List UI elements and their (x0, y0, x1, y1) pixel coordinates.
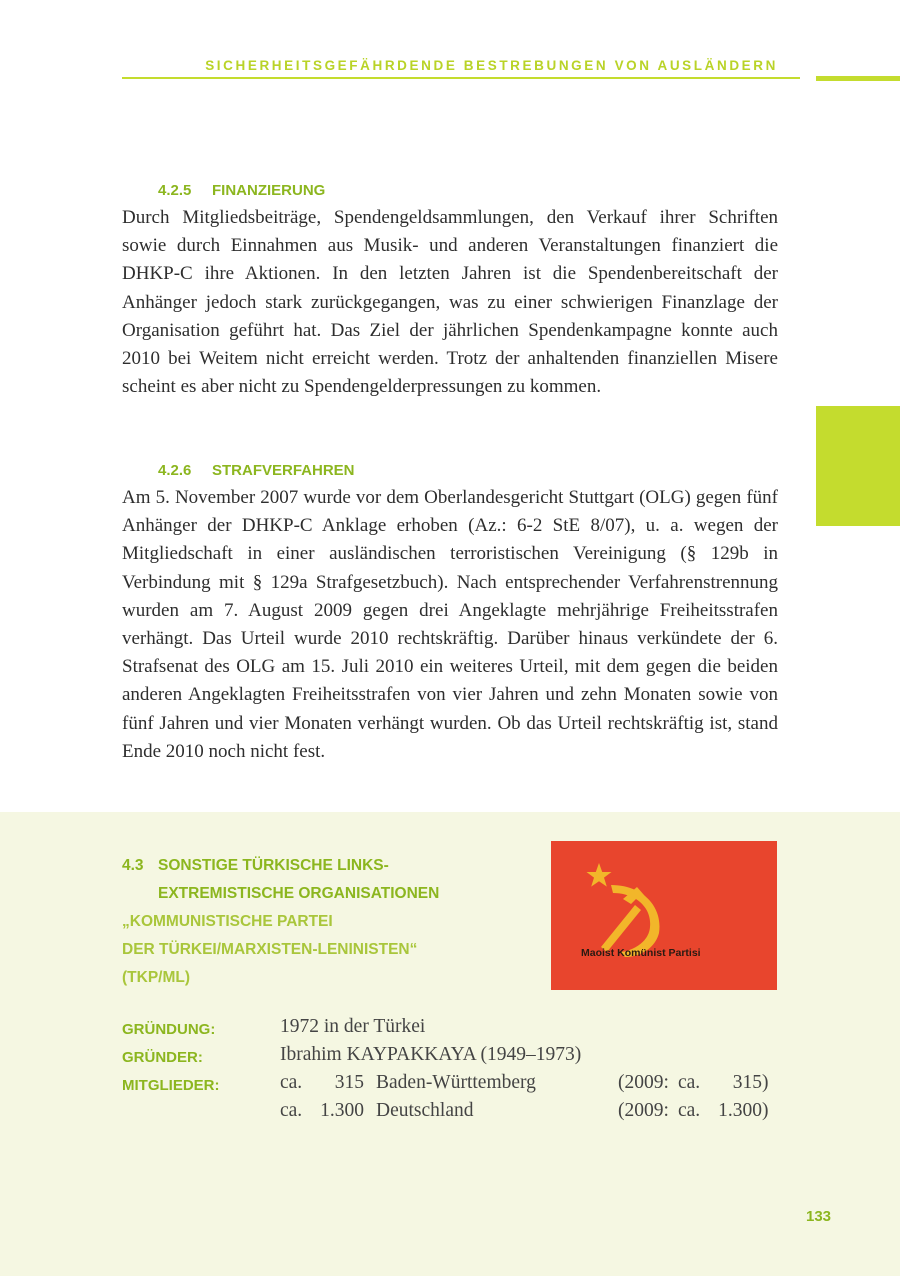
member-region: Deutschland (376, 1100, 474, 1121)
section-heading-line1: 4.3 SONSTIGE TÜRKISCHE LINKS- (122, 852, 542, 880)
section-heading-strafverfahren (158, 462, 355, 479)
hammer-sickle-star-icon (551, 841, 777, 990)
member-count: 315 (334, 1072, 364, 1093)
member-prev-year: (2009: (618, 1072, 669, 1093)
section-heading-finanzierung (158, 182, 325, 199)
page-number: 133 (806, 1208, 832, 1225)
section-heading-line2: EXTREMISTISCHE ORGANISATIONEN (158, 885, 440, 902)
organization-name-line2: DER TÜRKEI/MARXISTEN-LENINISTEN“ (122, 941, 418, 958)
fact-row-gruendung (122, 1016, 782, 1044)
member-prev-approx: ca. (678, 1100, 701, 1121)
fact-row-gruender (122, 1044, 782, 1072)
organization-abbreviation: (TKP/ML) (122, 969, 191, 986)
paragraph-strafverfahren: Am 5. November 2007 wurde vor dem Oberlandesgericht Stuttgart (OLG) gegen fünf Anhänger der DHKP-C Anklage erhoben (Az.: 6-2 StE 8/07), u. a. wegen der Mitgliedschaft in einer ausländischen terroristischen Vereinigung (§ 129b in Verbindung mit § 129a Strafgesetzbuch). Nach entsprechender Verfahrenstrennung wurden am 7. August 2009 gegen drei Angeklagte mehrjährige Freiheitsstrafen verhängt. Das Urteil wurde 2010 rechtskräftig. Darüber hinaus verkündete der 6. Strafsenat des OLG am 15. Juli 2010 ein weiteres Urteil, mit dem gegen die beiden anderen Angeklagten Freiheitsstrafen von vier Jahren und zehn Monaten sowie von fünf Jahren und vier Monaten verhängt wurden. Ob das Urteil rechtskräftig ist, stand Ende 2010 noch nicht fest. (122, 487, 778, 762)
section-number: 4.2.5 (158, 182, 192, 199)
organization-name-line1: „KOMMUNISTISCHE PARTEI (122, 913, 333, 930)
member-approx: ca. (280, 1100, 303, 1121)
section-heading-sonstige (122, 852, 542, 992)
organization-flag-image (551, 841, 777, 990)
fact-label: GRÜNDER: (122, 1049, 203, 1066)
running-header-title: SICHERHEITSGEFÄHRDENDE BESTREBUNGEN VON AUSLÄNDERN (205, 58, 778, 73)
member-count: 1.300 (320, 1100, 364, 1121)
member-approx: ca. (280, 1072, 303, 1093)
flag-caption: Maoist Komünist Partisi (581, 947, 701, 959)
member-prev-year: (2009: (618, 1100, 669, 1121)
section-number: 4.2.6 (158, 462, 192, 479)
member-prev-count: 315 (732, 1072, 762, 1093)
fact-value: 1972 in der Türkei (280, 1016, 426, 1037)
fact-row-mitglieder (122, 1072, 782, 1100)
organization-facts-table (122, 1016, 782, 1128)
fact-row-mitglieder-2 (122, 1100, 782, 1128)
paragraph-finanzierung: Durch Mitgliedsbeiträge, Spendengeldsammlungen, den Verkauf ihrer Schriften sowie durch Einnahmen aus Musik- und anderen Veranstaltungen finanziert die DHKP-C ihre Aktionen. In den letzten Jahren ist die Spendenbereitschaft der Anhänger jedoch stark zurückgegangen, was zu einer schwierigen Finanzlage der Organisation geführt hat. Das Ziel der jährlichen Spendenkampagne konnte auch 2010 bei Weitem nicht erreicht werden. Trotz der anhaltenden finanziellen Misere scheint es aber nicht zu Spendengelderpressungen zu kommen. (122, 207, 778, 398)
header-rule-accent (816, 76, 900, 81)
member-prev-close: ) (762, 1072, 769, 1093)
section-title: STRAFVERFAHREN (212, 462, 355, 479)
section-number: 4.3 (122, 857, 144, 874)
fact-label: GRÜNDUNG: (122, 1021, 216, 1038)
member-prev-close: ) (762, 1100, 769, 1121)
fact-value: Ibrahim KAYPAKKAYA (1949–1973) (280, 1044, 582, 1065)
member-prev-approx: ca. (678, 1072, 701, 1093)
member-prev-count: 1.300 (718, 1100, 762, 1121)
header-rule (122, 77, 800, 79)
member-region: Baden-Württemberg (376, 1072, 536, 1093)
fact-label: MITGLIEDER: (122, 1077, 220, 1094)
chapter-side-tab (816, 406, 900, 526)
section-title: FINANZIERUNG (212, 182, 326, 199)
